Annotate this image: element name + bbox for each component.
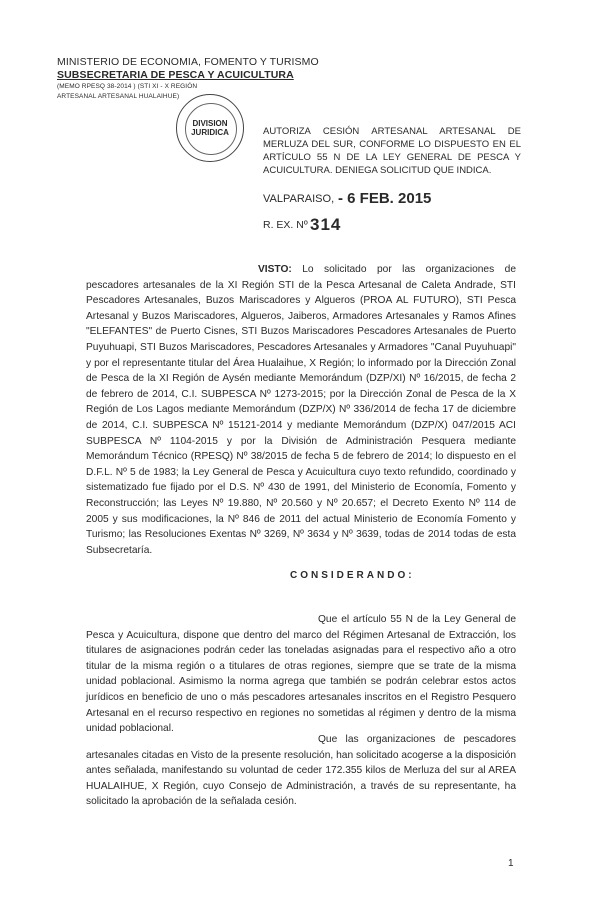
- considerando-paragraph-1: Que el artículo 55 N de la Ley General de Pesca y Acuicultura, dispone que dentro del marco del Régimen Artesanal de Extracción, los titulares de asignaciones podrán ceder las toneladas asignadas para el respectivo año a otro titular de la misma región o a titulares de otras regiones, siempre que se trate de la misma unidad poblacional. Asimismo la norma agrega que también se podrán celebrar estos actos jurídicos en beneficio de uno o más pescadores artesanales inscritos en el Registro Pesquero Artesanal en el recurso respectivo en regiones no sometidas al régimen y dentro de la misma unidad poblacional.: [86, 614, 516, 735]
- resolution-summary: AUTORIZA CESIÓN ARTESANAL ARTESANAL DE MERLUZA DEL SUR, CONFORME LO DISPUESTO EN EL ARTÍCULO 55 N DE LA LEY GENERAL DE PESCA Y ACUICULTURA. DENIEGA SOLICITUD QUE INDICA.: [263, 126, 521, 176]
- page-number: 1: [508, 858, 514, 869]
- place-label: VALPARAISO,: [263, 193, 335, 205]
- subsecretaria-name: SUBSECRETARIA DE PESCA Y ACUICULTURA: [57, 69, 294, 81]
- visto-heading: VISTO:: [258, 264, 292, 275]
- reference-line-2: ARTESANAL ARTESANAL HUALAIHUE): [57, 93, 180, 100]
- stamp-line-2: JURIDICA: [191, 128, 229, 137]
- resolution-number: 314: [310, 215, 342, 234]
- reference-line-1: (MEMO RPESQ 38-2014 ) (STI XI - X REGIÓN: [57, 83, 198, 90]
- stamp-line-1: DIVISION: [192, 119, 228, 128]
- date-stamp: - 6 FEB. 2015: [338, 190, 432, 207]
- considerando-heading: CONSIDERANDO:: [290, 570, 415, 581]
- visto-paragraph: [86, 262, 516, 558]
- resolution-label: R. EX. Nº: [263, 219, 308, 231]
- considerando-paragraph-2: Que las organizaciones de pescadores artesanales citadas en Visto de la presente resolución, han solicitado acogerse a la disposición antes señalada, manifestando su voluntad de ceder 172.355 kilos de Merluza del sur al AREA HUALAIHUE, X Región, cuyo Consejo de Administración, a través de su representante, ha solicitado la aprobación de la señalada cesión.: [86, 734, 516, 808]
- visto-text: Lo solicitado por las organizaciones de pescadores artesanales de la XI Región STI de la Pesca Artesanal de Caleta Andrade, STI Pescadores Artesanales, Buzos Mariscadores y Algueros (PROA AL FUTURO), STI Pesca Artesanal y Buzos Mariscadores, Algueros, Jaiberos, Armadores Artesanales y Ramos Afines "ELEFANTES" de Puerto Cisnes, STI Buzos Mariscadores Pescadores Artesanales de Puerto Puyuhuapi, STI Buzos Mariscadores, Pescadores Artesanales y Armadores "Canal Puyuhuapi" y por el representante titular del Área Hualaihue, X Región; lo informado por la Dirección Zonal de Pesca de la XI Región de Aysén mediante Memorándum (DZP/XI) Nº 16/2015, de fecha 2 de febrero de 2014, C.I. SUBPESCA Nº 1273-2015; por la Dirección Zonal de Pesca de la X Región de Los Lagos mediante Memorándum (DZP/X) Nº 336/2014 de fecha 17 de diciembre de 2014, C.I. SUBPESCA Nº 15121-2014 y mediante Memorándum (DZP/X) 047/2015 ACI SUBPESCA Nº 1104-2015 y por la División de Administración Pesquera mediante Memorándum Técnico (RPESQ) Nº 38/2015 de fecha 5 de febrero de 2014; lo dispuesto en el D.F.L. Nº 5 de 1983; la Ley General de Pesca y Acuicultura cuyo texto refundido, coordinado y sistematizado fue fijado por el D.S. Nº 430 de 1991, del Ministerio de Economía, Fomento y Reconstrucción; las Leyes Nº 19.880, Nº 20.560 y Nº 20.657; el Decreto Exento Nº 114 de 2005 y sus modificaciones, la Nº 846 de 2011 del actual Ministerio de Economía Fomento y Turismo; las Resoluciones Exentas Nº 3269, Nº 3634 y Nº 3639, todas de 2014 todas de esta Subsecretaría.: [86, 264, 516, 556]
- ministry-name: MINISTERIO DE ECONOMIA, FOMENTO Y TURISMO: [57, 56, 319, 68]
- division-juridica-stamp: [176, 94, 244, 162]
